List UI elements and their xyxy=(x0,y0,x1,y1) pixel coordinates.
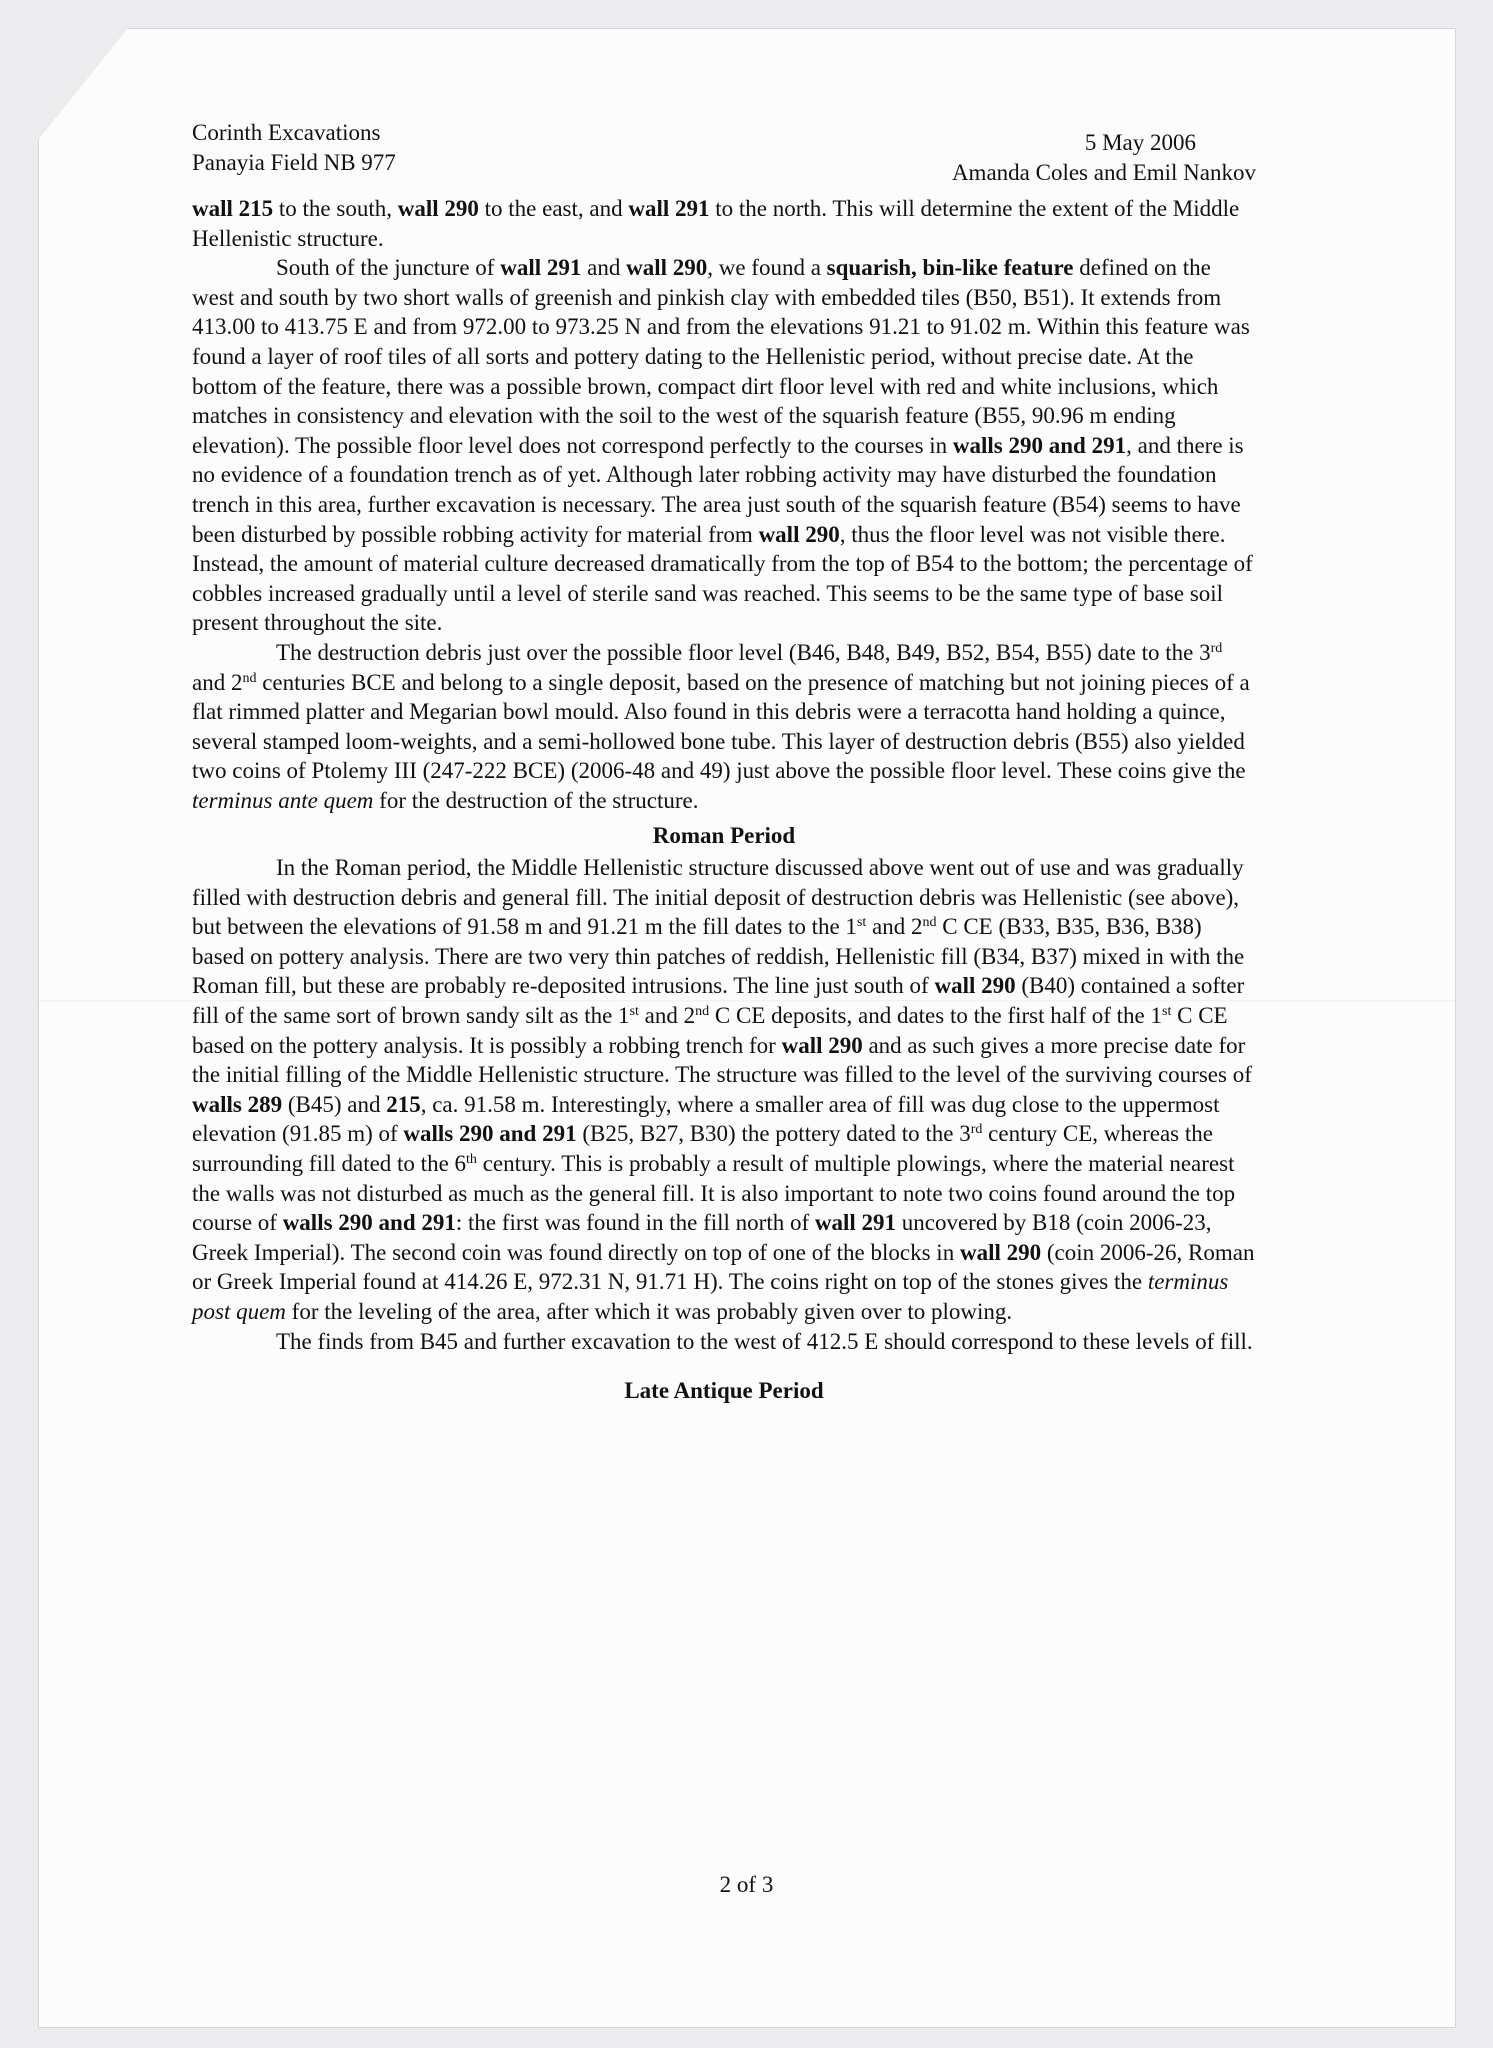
text-run: and as such gives a more precise date for the initial filling of the Middle Hellenistic structure. The structure was filled to the level of the surviving courses of xyxy=(192,1032,1252,1088)
text-run: C CE based on the pottery analysis. It is possibly a robbing trench for xyxy=(192,1003,1228,1058)
text-run: uncovered by B18 (coin 2006-23, Greek Imperial). The second coin was found directly on top of one of the blocks in xyxy=(192,1210,1212,1265)
wall-ref: wall 215 xyxy=(192,196,274,221)
text-run: (B45) and xyxy=(282,1091,387,1117)
ordinal-suffix: rd xyxy=(1210,640,1223,656)
text-run: and xyxy=(581,255,627,281)
text-run: C CE deposits, and dates to the first half of the 1 xyxy=(709,1003,1163,1029)
text-run: , thus the floor level was not visible there. Instead, the amount of material culture decreased dramatically from the top of B54 to the bottom; the percentage of cobbles increased gradually until a level of sterile sand was reached. This seems to be the same type of base soil present throughout the site. xyxy=(192,521,1253,636)
paragraph-2 xyxy=(192,253,1256,638)
text-run: to the south, xyxy=(273,196,398,221)
ordinal-suffix: th xyxy=(466,1152,477,1167)
ordinal-suffix: nd xyxy=(242,670,257,686)
text-run: and 2 xyxy=(866,914,923,940)
paragraph-5: The finds from B45 and further excavation to the west of 412.5 E should correspond to these levels of fill. xyxy=(276,1328,1253,1354)
document-body xyxy=(192,118,1256,1408)
text-run: (B40) contained a softer fill of the same sort of brown sandy silt as the 1 xyxy=(192,973,1245,1029)
text-run: (B25, B27, B30) the pottery dated to the 3 xyxy=(576,1121,971,1147)
text-run: : the first was found in the fill north of xyxy=(455,1210,815,1236)
project-name: Corinth Excavations xyxy=(192,120,381,145)
header-right xyxy=(952,128,1256,187)
wall-ref: walls 290 and 291 xyxy=(282,1210,456,1236)
section-heading-late-antique: Late Antique Period xyxy=(624,1378,824,1404)
wall-ref: walls 289 xyxy=(192,1091,283,1117)
text-run: defined on the west and south by two short walls of greenish and pinkish clay with embedded tiles (B50, B51). It extends from 413.00 to 413.75 E and from 972.00 to 973.25 N and from the elevations 91.21 to 91.02 m. Within this feature was found a layer of roof tiles of all sorts and pottery dating to the Hellenistic period, without precise date. At the bottom of the feature, there was a possible brown, compact dirt floor level with red and white inclusions, which matches in consistency and elevation with the soil to the west of the squarish feature (B55, 90.96 m ending elevation). The possible floor level does not correspond perfectly to the courses in xyxy=(192,255,1250,458)
text-run: In the Roman period, the Middle Hellenistic structure discussed above went out of use and was gradually filled with destruction debris and general fill. The initial deposit of destruction debris was Hellenistic (see above), but between the elevations of 91.58 m and 91.21 m the fill dates to the 1 xyxy=(192,855,1244,940)
wall-ref: wall 291 xyxy=(814,1210,897,1236)
wall-ref: walls 290 and 291 xyxy=(952,432,1127,458)
authors: Amanda Coles and Emil Nankov xyxy=(951,159,1256,185)
text-run: , and there is no evidence of a foundation trench as of yet. Although later robbing activity may have disturbed the foundation trench in this area, further excavation is necessary. The area just south of the squarish feature (B54) seems to have been disturbed by possible robbing activity for material from xyxy=(192,432,1244,547)
ordinal-suffix: st xyxy=(629,1004,639,1020)
text-run: to the north. This will determine the extent of the Middle Hellenistic structure. xyxy=(192,196,1240,251)
wall-ref: wall 290 xyxy=(934,973,1016,999)
paragraph-4 xyxy=(192,853,1256,1327)
letterhead xyxy=(192,118,1256,190)
header-left xyxy=(192,118,396,177)
text-run: and 2 xyxy=(192,669,243,695)
text-run: for the leveling of the area, after which it was probably given over to plowing. xyxy=(285,1298,1013,1324)
wall-ref: wall 290 xyxy=(758,521,840,547)
page-number: 2 of 3 xyxy=(719,1872,774,1897)
text-run: , we found a xyxy=(707,255,827,281)
text-run: , ca. 91.58 m. Interestingly, where a smaller area of fill was dug close to the uppermost elevation (91.85 m) of xyxy=(192,1091,1220,1147)
text-run: South of the juncture of xyxy=(276,255,501,281)
wall-ref: wall 291 xyxy=(500,255,582,281)
feature-ref: squarish, bin-like feature xyxy=(826,255,1074,281)
wall-ref: walls 290 and 291 xyxy=(403,1121,577,1147)
text-run: and 2 xyxy=(638,1003,696,1029)
text-run: for the destruction of the structure. xyxy=(373,787,699,813)
latin-term: terminus post quem xyxy=(192,1269,1229,1324)
ordinal-suffix: rd xyxy=(970,1122,983,1138)
text-run: (coin 2006-26, Roman or Greek Imperial found at 414.26 E, 972.31 N, 91.71 H). The coins right on top of the stones gives the xyxy=(192,1239,1255,1295)
ordinal-suffix: st xyxy=(856,915,867,931)
wall-ref: wall 290 xyxy=(397,196,479,221)
text-run: centuries BCE and belong to a single deposit, based on the presence of matching but not joining pieces of a flat rimmed platter and Megarian bowl mould. Also found in this debris were a terracotta hand holding a quince, several stamped loom-weights, and a semi-hollowed bone tube. This layer of destruction debris (B55) also yielded two coins of Ptolemy III (247-222 BCE) (2006-48 and 49) just above the possible floor level. These coins give the xyxy=(192,669,1250,784)
ordinal-suffix: nd xyxy=(695,1004,710,1020)
ordinal-suffix: nd xyxy=(922,915,937,931)
notebook-id: Panayia Field NB 977 xyxy=(192,149,396,175)
paragraph-1 xyxy=(192,194,1256,253)
text-run: C CE (B33, B35, B36, B38) based on pottery analysis. There are two very thin patches of reddish, Hellenistic fill (B34, B37) mixed in with the Roman fill, but these are probably re-deposited intrusions. The line just south of xyxy=(192,914,1245,999)
text-run: to the east, and xyxy=(478,196,629,221)
document-date: 5 May 2006 xyxy=(1084,130,1196,155)
text-run: The destruction debris just over the possible floor level (B46, B48, B49, B52, B54, B55) date to the 3 xyxy=(276,639,1211,665)
ordinal-suffix: st xyxy=(1162,1004,1172,1020)
latin-term: terminus ante quem xyxy=(192,787,374,813)
section-heading-roman: Roman Period xyxy=(652,823,796,849)
text-run: century. This is probably a result of multiple plowings, where the material nearest the walls was not disturbed as much as the general fill. It is also important to note two coins found around the top course of xyxy=(192,1151,1236,1236)
wall-ref: wall 290 xyxy=(781,1032,863,1058)
paragraph-3 xyxy=(192,638,1256,816)
wall-ref: wall 291 xyxy=(628,196,710,221)
wall-ref: 215 xyxy=(386,1091,421,1117)
text-run: century CE, whereas the surrounding fill dated to the 6 xyxy=(192,1121,1213,1176)
wall-ref: wall 290 xyxy=(626,255,708,281)
wall-ref: wall 290 xyxy=(959,1239,1042,1265)
